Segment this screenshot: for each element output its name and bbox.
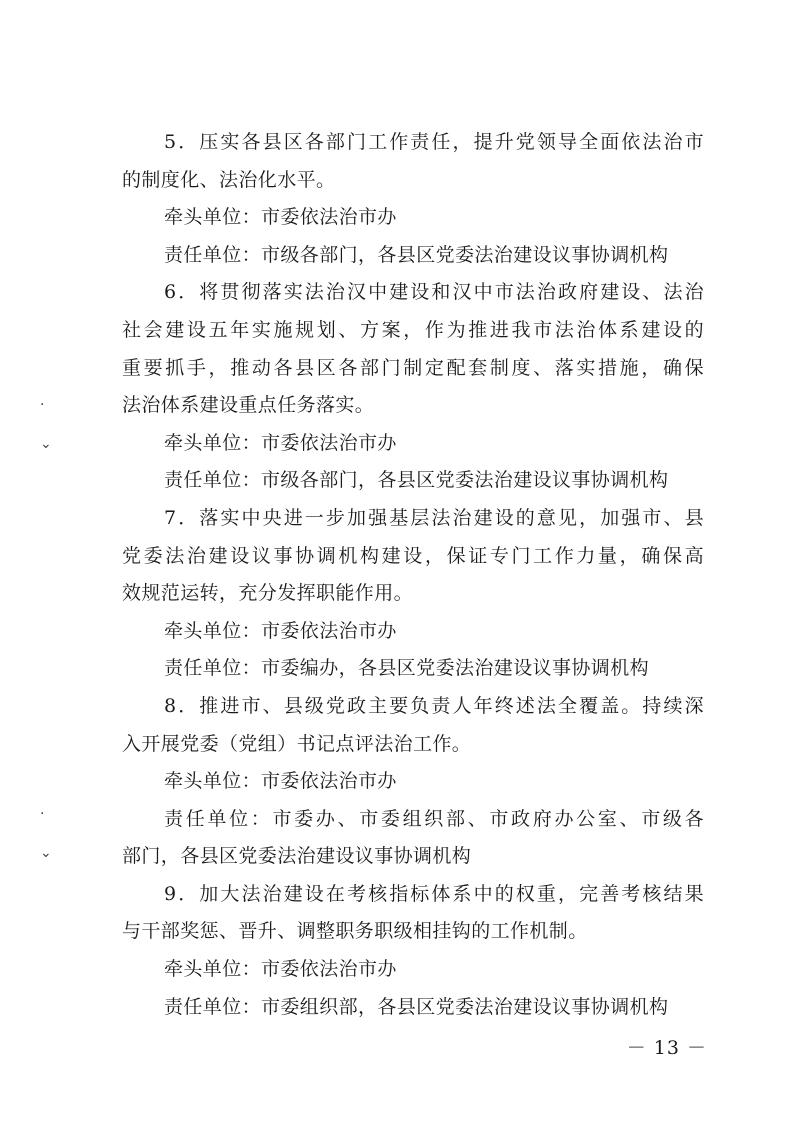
text-line: 效规范运转，充分发挥职能作用。 bbox=[122, 582, 414, 605]
text-line: 责任单位：市委组织部，各县区党委法治建设议事协调机构 bbox=[164, 995, 669, 1018]
text-line: 9．加大法治建设在考核指标体系中的权重，完善考核结果 bbox=[164, 882, 704, 905]
text-line: 责任单位：市级各部门，各县区党委法治建设议事协调机构 bbox=[164, 243, 669, 266]
text-line: 党委法治建设议事协调机构建设，保证专门工作力量，确保高 bbox=[122, 544, 704, 567]
text-line: 责任单位：市委办、市委组织部、市政府办公室、市级各 bbox=[164, 807, 704, 830]
text-line: 牵头单位：市委依法治市办 bbox=[164, 431, 397, 454]
text-line: 法治体系建设重点任务落实。 bbox=[122, 394, 375, 417]
text-line: 5．压实各县区各部门工作责任，提升党领导全面依法治市 bbox=[164, 131, 704, 153]
text-line: 牵头单位：市委依法治市办 bbox=[164, 958, 397, 981]
margin-speck: · bbox=[40, 806, 45, 822]
body-text bbox=[122, 124, 704, 1026]
text-line: 的制度化、法治化水平。 bbox=[122, 168, 336, 191]
text-line: 牵头单位：市委依法治市办 bbox=[164, 619, 397, 642]
text-line: 与干部奖惩、晋升、调整职务职级相挂钩的工作机制。 bbox=[122, 920, 588, 943]
text-line: 7．落实中央进一步加强基层法治建设的意见，加强市、县 bbox=[164, 506, 704, 529]
text-line: 责任单位：市委编办，各县区党委法治建设议事协调机构 bbox=[164, 657, 650, 680]
margin-speck: ⌄ bbox=[40, 845, 52, 861]
text-line: 部门，各县区党委法治建设议事协调机构 bbox=[122, 845, 472, 868]
text-line: 牵头单位：市委依法治市办 bbox=[164, 770, 397, 793]
text-line: 6．将贯彻落实法治汉中建设和汉中市法治政府建设、法治 bbox=[164, 281, 704, 304]
text-line: 8．推进市、县级党政主要负责人年终述法全覆盖。持续深 bbox=[164, 694, 704, 717]
text-line: 重要抓手，推动各县区各部门制定配套制度、落实措施，确保 bbox=[122, 356, 704, 379]
text-line: 牵头单位：市委依法治市办 bbox=[164, 206, 397, 229]
margin-speck: · bbox=[40, 397, 45, 413]
page-number: － 13 － bbox=[626, 1037, 707, 1059]
text-line: 责任单位：市级各部门，各县区党委法治建设议事协调机构 bbox=[164, 469, 669, 492]
margin-speck: ⌄ bbox=[40, 436, 52, 452]
text-line: 社会建设五年实施规划、方案，作为推进我市法治体系建设的 bbox=[122, 318, 704, 341]
text-line: 入开展党委（党组）书记点评法治工作。 bbox=[122, 732, 472, 755]
